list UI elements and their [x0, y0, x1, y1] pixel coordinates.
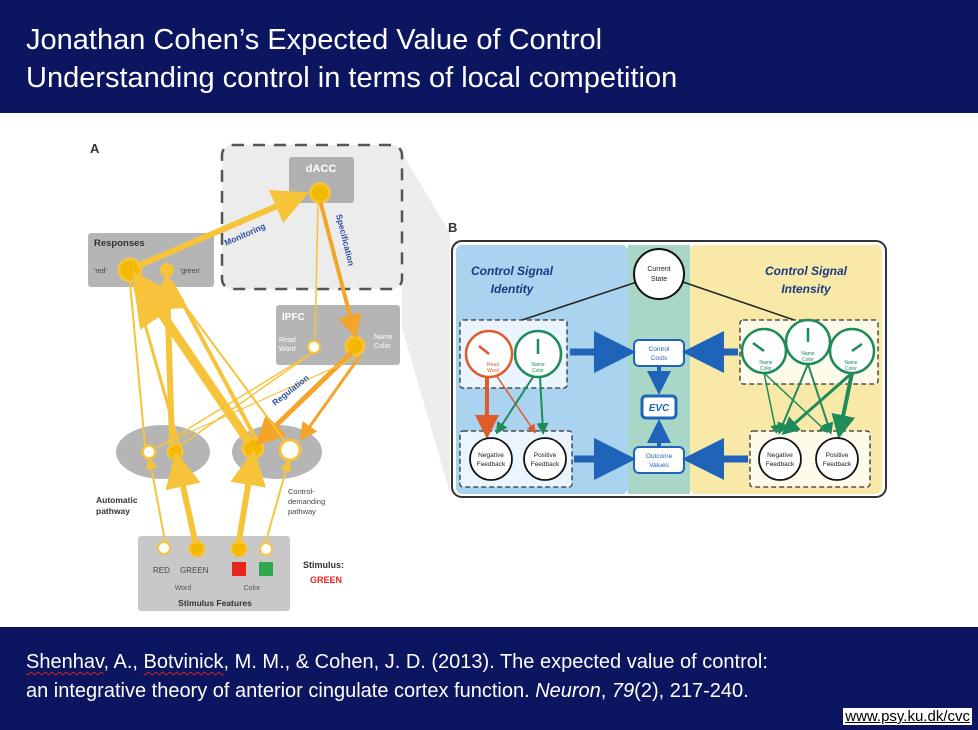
evc-figure — [0, 113, 978, 627]
identity-read-word-gauge — [466, 331, 512, 377]
name-color-label-2: Color — [374, 343, 391, 350]
intensity-low-label-2: Color — [760, 366, 772, 372]
control-costs-label-1: Control — [648, 346, 670, 353]
control-costs-label-2: Costs — [650, 355, 668, 362]
identity-positive-feedback — [524, 438, 566, 480]
intensity-low-label-1: Name — [759, 360, 773, 366]
citation-issue-pages: (2), 217-240. — [634, 680, 749, 702]
automatic-pathway-label-2: pathway — [96, 506, 131, 516]
read-word-label-2: Word — [279, 346, 296, 353]
stimulus-features-label: Stimulus Features — [178, 598, 252, 608]
identity-pos-label-2: Feedback — [530, 461, 560, 468]
source-link[interactable]: www.psy.ku.dk/cvc — [845, 708, 970, 725]
citation-author-2: Botvinick — [143, 651, 224, 673]
citation-author-1-rest: , A., — [103, 651, 144, 673]
read-word-label-1: Read — [279, 337, 296, 344]
automatic-node-1 — [143, 446, 156, 459]
stimulus-label: Stimulus: — [303, 560, 345, 570]
intensity-neg-label-1: Negative — [767, 452, 793, 459]
response-red-node — [119, 259, 141, 281]
outcome-values-label-2: Values — [649, 462, 669, 469]
intensity-neg-label-2: Feedback — [765, 461, 795, 468]
panel-b-label: B — [448, 220, 458, 235]
identity-pos-label-1: Positive — [533, 452, 557, 459]
identity-negative-feedback — [470, 438, 512, 480]
intensity-high-label-2: Color — [845, 366, 857, 372]
identity-read-label-2: Word — [487, 368, 499, 374]
panel-a-label: A — [90, 141, 100, 156]
intensity-pos-label-1: Positive — [825, 452, 849, 459]
identity-read-label-1: Read — [487, 362, 499, 368]
zoom-projection — [402, 153, 450, 493]
automatic-hidden-layer — [116, 425, 210, 479]
intensity-gauge-high — [830, 329, 874, 373]
control-pathway-label-3: pathway — [288, 507, 316, 516]
control-pathway-label-1: Control- — [288, 487, 315, 496]
automatic-node-2 — [168, 445, 183, 460]
stim-word-label: Word — [174, 585, 192, 592]
stim-red-color-patch — [232, 562, 246, 576]
citation-journal: Neuron — [535, 680, 601, 702]
citation-sep: , — [600, 680, 612, 702]
monitoring-label: Monitoring — [222, 220, 267, 248]
identity-neg-label-2: Feedback — [476, 461, 506, 468]
outcome-values-label-1: Outcome — [645, 453, 673, 460]
intensity-gauge-low — [742, 329, 786, 373]
identity-title-2: Identity — [490, 282, 534, 296]
outcome-values-box — [634, 447, 684, 473]
intensity-title-2: Intensity — [781, 282, 831, 296]
stim-to-hidden-3 — [239, 461, 252, 541]
hidden-to-response-5 — [130, 283, 145, 445]
intensity-pos-label-2: Feedback — [822, 461, 852, 468]
lpfc-label: lPFC — [282, 312, 305, 323]
citation-line-1 — [26, 648, 768, 677]
evc-label: EVC — [648, 403, 670, 414]
dacc-label: dACC — [305, 163, 337, 175]
current-state-node — [634, 249, 684, 299]
citation-line-2-text: an integrative theory of anterior cingulate cortex function. — [26, 680, 536, 702]
response-red-label: 'red' — [94, 268, 107, 275]
hidden-to-response-1 — [142, 285, 247, 439]
citation-author-1: Shenhav — [26, 651, 104, 673]
hidden-to-response-4 — [168, 283, 285, 441]
citation-rest-line-1: , M. M., & Cohen, J. D. (2013). The expected value of control: — [223, 651, 768, 673]
stim-word-green: GREEN — [180, 566, 209, 575]
dacc-node — [311, 184, 330, 203]
slide-title-line-1: Jonathan Cohen’s Expected Value of Control — [26, 24, 603, 56]
current-state-label-1: Current — [647, 266, 671, 273]
automatic-pathway-label-1: Automatic — [96, 495, 138, 505]
stim-green-color-patch — [259, 562, 273, 576]
intensity-positive-feedback — [816, 438, 858, 480]
identity-name-color-gauge — [515, 331, 561, 377]
intensity-mid-label-1: Name — [801, 351, 815, 357]
intensity-gauge-mid — [786, 320, 830, 364]
citation-volume: 79 — [611, 680, 635, 702]
response-green-label: 'green' — [180, 268, 201, 275]
control-pathway-label-2: demanding — [288, 497, 326, 506]
lpfc-read-word-node — [308, 341, 320, 353]
stim-word-red: RED — [153, 566, 170, 575]
current-state-label-2: State — [650, 276, 668, 283]
intensity-mid-label-2: Color — [802, 357, 814, 363]
regulation-arrow-2 — [303, 356, 360, 436]
stimulus-value: GREEN — [310, 575, 343, 585]
stim-color-label: Color — [243, 585, 261, 592]
identity-title-1: Control Signal — [471, 264, 553, 278]
identity-name-label-2: Color — [532, 368, 544, 374]
stim-green-word-node — [190, 542, 205, 557]
intensity-title-1: Control Signal — [765, 264, 847, 278]
citation-line-2 — [26, 677, 768, 706]
slide-title-line-2: Understanding control in terms of local competition — [26, 62, 678, 94]
specification-label: Specification — [334, 213, 357, 267]
response-green-node — [160, 263, 174, 277]
intensity-high-label-1: Name — [844, 360, 858, 366]
title-bar — [0, 0, 978, 113]
citation — [26, 648, 768, 706]
intensity-negative-feedback — [759, 438, 801, 480]
responses-label: Responses — [94, 238, 145, 249]
name-color-label-1: Name — [374, 334, 393, 341]
stim-red-word-node — [158, 542, 170, 554]
control-node-2 — [280, 440, 300, 460]
identity-name-label-1: Name — [531, 362, 545, 368]
control-costs-box — [634, 340, 684, 366]
regulation-label: Regulation — [270, 372, 311, 408]
identity-neg-label-1: Negative — [478, 452, 504, 459]
stim-green-color-node — [260, 543, 272, 555]
